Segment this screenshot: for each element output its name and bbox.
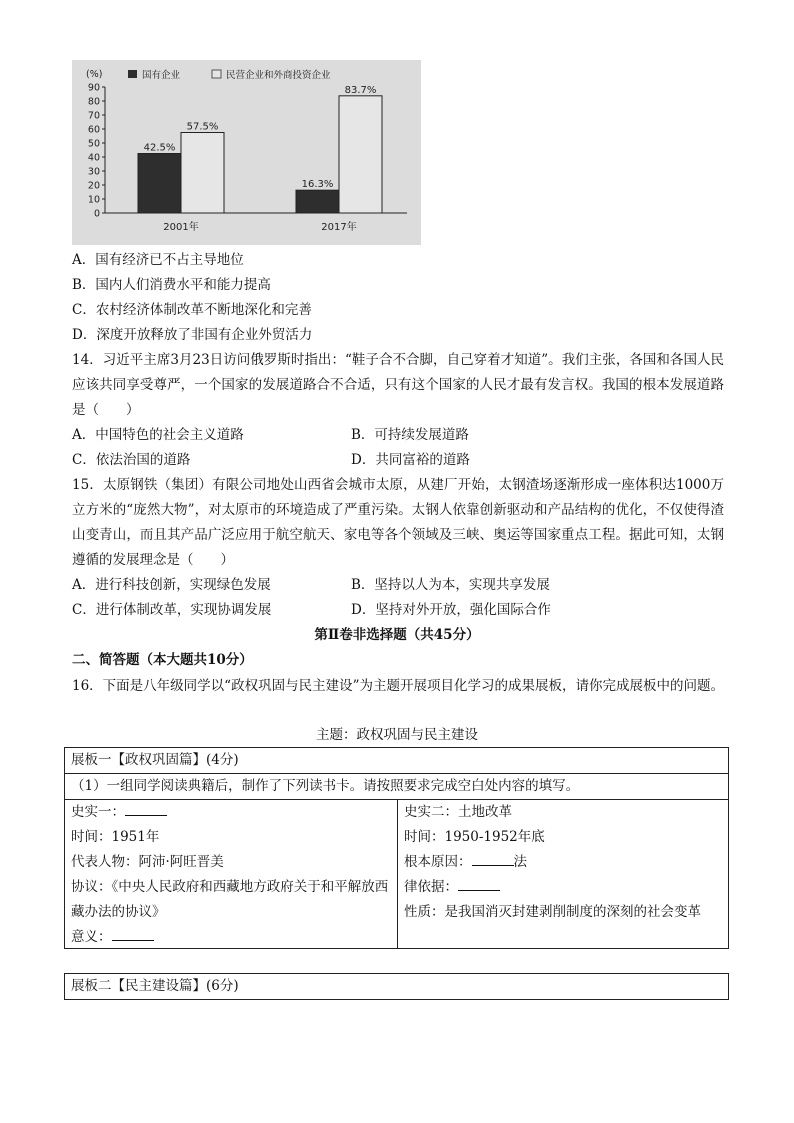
- y-tick-label: 50: [87, 138, 100, 150]
- legend-label-private: 民营企业和外商投资企业: [226, 70, 331, 81]
- law-blank[interactable]: [458, 876, 500, 891]
- y-axis-unit-label: (%): [86, 69, 103, 80]
- bar-state-2017年: [296, 190, 339, 213]
- board-one-table: [64, 747, 729, 949]
- q15-option-c: C．进行体制改革，实现协调发展: [72, 602, 272, 618]
- y-tick-label: 60: [87, 124, 100, 136]
- theme-caption: 主题：政权巩固与民主建设: [316, 727, 478, 743]
- q13-option-d: D．深度开放释放了非国有企业外贸活力: [72, 327, 313, 343]
- significance-blank[interactable]: [112, 926, 154, 941]
- fact-two-title: 史实二：土地改革: [404, 804, 512, 820]
- x-category-label: 2001年: [163, 222, 199, 233]
- section-title: 第Ⅱ卷非选择题（共45分）: [314, 627, 480, 643]
- x-category-label: 2017年: [321, 222, 357, 233]
- fact-two-cause-line: 根本原因： 法: [404, 850, 728, 875]
- q16-stem: 16．下面是八年级同学以“政权巩固与民主建设”为主题开展项目化学习的成果展板，请你完成展板中的问题。: [72, 678, 724, 694]
- y-tick-label: 40: [87, 152, 100, 164]
- board-one-instruction: （1）一组同学阅读典籍后，制作了下列读书卡。请按照要求完成空白处内容的填写。: [65, 774, 728, 800]
- fact-one-person: 代表人物：阿沛·阿旺晋美: [71, 854, 224, 870]
- q14-option-d: D．共同富裕的道路: [351, 452, 470, 468]
- q14-option-a: A．中国特色的社会主义道路: [72, 427, 244, 443]
- board-two-table: [64, 973, 729, 1000]
- q15-option-d: D．坚持对外开放，强化国际合作: [351, 602, 551, 618]
- q13-option-b: B．国内人们消费水平和能力提高: [72, 277, 271, 293]
- fact-one-blank[interactable]: [125, 801, 167, 816]
- q15-option-b: B．坚持以人为本，实现共享发展: [351, 577, 550, 593]
- reading-card-right: [398, 800, 728, 925]
- legend-label-state: 国有企业: [142, 70, 181, 81]
- board-two-title: 展板二【民主建设篇】(6分): [71, 978, 239, 994]
- bar-state-2001年: [138, 154, 181, 214]
- fact-one-time: 时间：1951年: [71, 829, 160, 845]
- bar-private-2001年: [181, 133, 224, 214]
- q14-option-b: B．可持续发展道路: [351, 427, 469, 443]
- q14-option-c: C．依法治国的道路: [72, 452, 191, 468]
- fact-one-significance-line: 意义：: [71, 925, 397, 950]
- bar-private-2017年: [339, 96, 382, 213]
- fact-one-agreement: 协议：《中央人民政府和西藏地方政府关于和平解放西藏办法的协议》: [71, 879, 389, 920]
- bar-chart: [72, 60, 421, 245]
- fact-two-nature: 性质：是我国消灭封建剥削制度的深刻的社会变革: [404, 904, 701, 920]
- fact-two-time: 时间：1950-1952年底: [404, 829, 545, 845]
- legend-swatch-private: [212, 70, 221, 78]
- q15-stem: 15．太原钢铁（集团）有限公司地处山西省会城市太原，从建厂开始，太钢渣场逐渐形成一座体积达1000万立方米的“庞然大物”，对太原市的环境造成了严重污染。太钢人依靠创新驱动和产品结构的优化，不仅使得渣山变青山，而且其产品广泛应用于航空航天、家电等各个领域及三峡、奥运等国家重点工程。据此可知，太钢遵循的发展理念是（ ）: [72, 477, 724, 568]
- q14-stem: 14．习近平主席3月23日访问俄罗斯时指出：“鞋子合不合脚，自己穿着才知道”。我们主张，各国和各国人民应该共同享受尊严，一个国家的发展道路合不合适，只有这个国家的人民才最有发言权。我国的根本发展道路是（ ）: [72, 352, 724, 418]
- legend-swatch-state: [128, 70, 137, 78]
- bar-chart-svg: [72, 60, 421, 245]
- bar-value-label: 42.5%: [143, 142, 176, 154]
- y-tick-label: 20: [87, 180, 100, 192]
- y-tick-label: 70: [87, 110, 100, 122]
- bar-value-label: 83.7%: [344, 84, 377, 96]
- part-heading: 二、简答题（本大题共10分）: [72, 652, 253, 668]
- bar-value-label: 16.3%: [301, 179, 334, 191]
- q13-option-c: C．农村经济体制改革不断地深化和完善: [72, 302, 312, 318]
- fact-one-line: 史实一：: [71, 800, 397, 825]
- y-tick-label: 10: [87, 194, 100, 206]
- y-tick-label: 30: [87, 166, 100, 178]
- y-tick-label: 0: [93, 208, 100, 220]
- board-one-title: 展板一【政权巩固篇】(4分): [65, 748, 728, 774]
- bar-value-label: 57.5%: [186, 121, 219, 133]
- y-tick-label: 90: [87, 82, 100, 94]
- q15-option-a: A．进行科技创新，实现绿色发展: [72, 577, 271, 593]
- reading-card-left: [65, 800, 397, 950]
- q13-option-a: A．国有经济已不占主导地位: [72, 252, 244, 268]
- cause-blank[interactable]: [472, 851, 514, 866]
- fact-two-law-line: 律依据：: [404, 875, 728, 900]
- y-tick-label: 80: [87, 96, 100, 108]
